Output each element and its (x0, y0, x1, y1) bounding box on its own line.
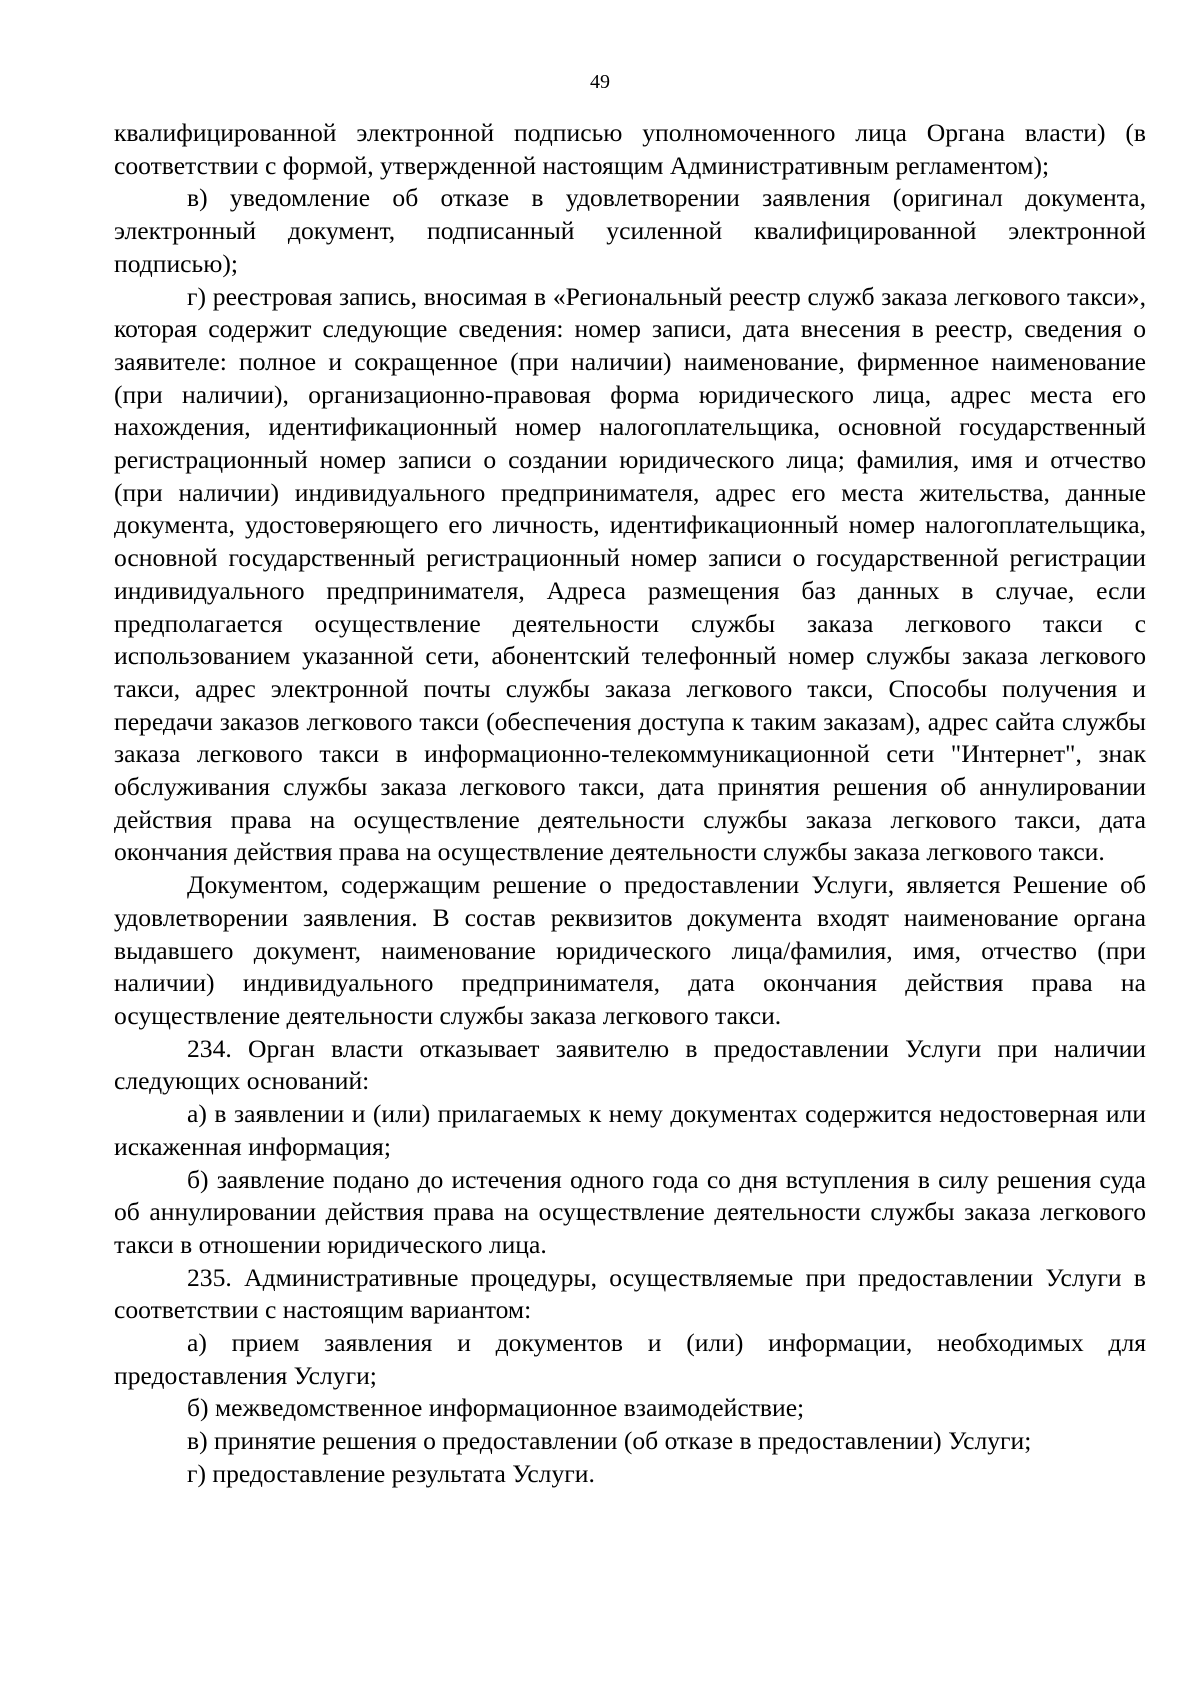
paragraph-item-a-false-info: а) в заявлении и (или) прилагаемых к нему документах содержится недостоверная или искаженная информация; (114, 1099, 1146, 1161)
paragraph-235-procedures: 235. Административные процедуры, осуществляемые при предоставлении Услуги в соответствии с настоящим вариантом: (114, 1262, 1146, 1325)
paragraph-item-v-decision: в) принятие решения о предоставлении (об отказе в предоставлении) Услуги; (187, 1426, 1032, 1456)
paragraph-item-a-reception: а) прием заявления и документов и (или) информации, необходимых для предоставления Услуги; (114, 1328, 1146, 1390)
paragraph-item-b-court-decision: б) заявление подано до истечения одного года со дня вступления в силу решения суда об аннулировании действия права на осуществление деятельности службы заказа легкового такси в отношении юридического лица. (114, 1164, 1146, 1259)
paragraph-item-b-interagency: б) межведомственное информационное взаимодействие; (187, 1393, 805, 1423)
paragraph-continuation: квалифицированной электронной подписью уполномоченного лица Органа власти) (в соответствии с формой, утвержденной настоящим Административным регламентом); (114, 118, 1146, 180)
document-body (114, 117, 1146, 1491)
paragraph-234-refusal-grounds: 234. Орган власти отказывает заявителю в предоставлении Услуги при наличии следующих оснований: (114, 1033, 1146, 1096)
paragraph-item-g-registry-entry: г) реестровая запись, вносимая в «Региональный реестр служб заказа легкового такси», которая содержит следующие сведения: номер записи, дата внесения в реестр, сведения о заявителе: полное и сокращенное (при наличии) наименование, фирменное наименование (при наличии), организационно-правовая форма юридического лица, адрес места его нахождения, идентификационный номер налогоплательщика, основной государственный регистрационный номер записи о создании юридического лица; фамилия, имя и отчество (при наличии) индивидуального предпринимателя, адрес его места жительства, данные документа, удостоверяющего его личность, идентификационный номер налогоплательщика, основной государственный регистрационный номер записи о государственной регистрации индивидуального предпринимателя, Адреса размещения баз данных в случае, если предполагается осуществление деятельности службы заказа легкового такси с использованием указанной сети, абонентский телефонный номер службы заказа легкового такси, адрес электронной почты службы заказа легкового такси, Способы получения и передачи заказов легкового такси (обеспечения доступа к таким заказам), адрес сайта службы заказа легкового такси в информационно-телекоммуникационной сети "Интернет", знак обслуживания службы заказа легкового такси, дата принятия решения об аннулировании действия права на осуществление деятельности службы заказа легкового такси, дата окончания действия права на осуществление деятельности службы заказа легкового такси. (114, 281, 1146, 867)
paragraph-decision-document: Документом, содержащим решение о предоставлении Услуги, является Решение об удовлетворении заявления. В состав реквизитов документа входят наименование органа выдавшего документ, наименование юридического лица/фамилия, имя, отчество (при наличии) индивидуального предпринимателя, дата окончания действия права на осуществление деятельности службы заказа легкового такси. (114, 870, 1146, 1030)
paragraph-item-g-result: г) предоставление результата Услуги. (187, 1458, 595, 1488)
page-number: 49 (590, 71, 610, 93)
paragraph-item-v-refusal-notice: в) уведомление об отказе в удовлетворении заявления (оригинал документа, электронный документ, подписанный усиленной квалифицированной электронной подписью); (114, 183, 1146, 278)
